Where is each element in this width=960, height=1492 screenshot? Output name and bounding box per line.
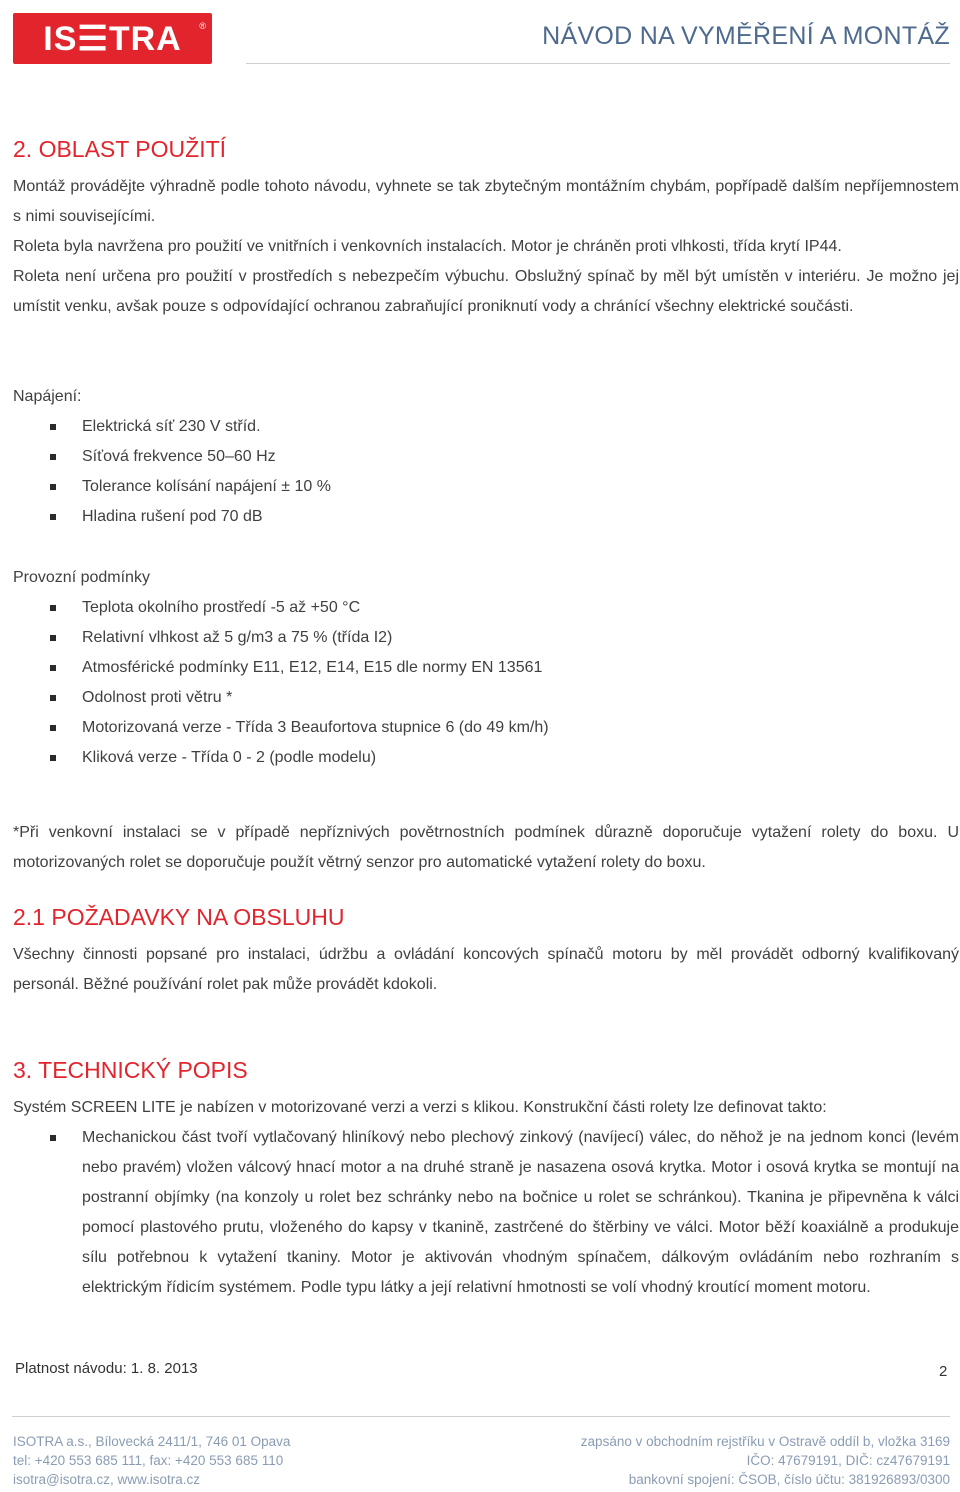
power-label: Napájení: — [13, 388, 82, 405]
list-item — [0, 502, 960, 532]
list-item-text: Tolerance kolísání napájení ± 10 % — [82, 478, 331, 495]
footer-bank: bankovní spojení: ČSOB, číslo účtu: 381926893/0300 — [628, 1472, 950, 1487]
section-2-intro: Montáž provádějte výhradně podle tohoto návodu, vyhnete se tak zbytečným montážním chybám, popřípadě dalším nepříjemnostem s nimi souvisejícími. — [13, 178, 959, 225]
page-number: 2 — [939, 1363, 948, 1380]
list-item — [0, 683, 960, 713]
list-item — [0, 593, 960, 623]
conditions-label: Provozní podmínky — [13, 569, 150, 586]
validity-date: Platnost návodu: 1. 8. 2013 — [15, 1360, 198, 1377]
list-item-text: Motorizovaná verze - Třída 3 Beaufortova stupnice 6 (do 49 km/h) — [82, 719, 549, 736]
list-item-text: Síťová frekvence 50–60 Hz — [82, 448, 276, 465]
document-title: NÁVOD NA VYMĚŘENÍ A MONTÁŽ — [542, 22, 950, 50]
isotra-logo — [13, 13, 212, 64]
list-item — [0, 472, 960, 502]
bullet-icon — [50, 514, 56, 520]
bullet-icon — [50, 605, 56, 611]
list-item-text: Atmosférické podmínky E11, E12, E14, E15 dle normy EN 13561 — [82, 659, 543, 676]
list-item-text: Relativní vlhkost až 5 g/m3 a 75 % (třída I2) — [82, 629, 393, 646]
bullet-icon — [50, 424, 56, 430]
section-2-heading: 2. OBLAST POUŽITÍ — [13, 136, 227, 162]
logo-text: IS☰TRA — [43, 19, 182, 58]
bullet-icon — [50, 695, 56, 701]
list-item-text: Kliková verze - Třída 0 - 2 (podle modelu) — [82, 749, 377, 766]
header-divider — [246, 63, 950, 64]
bullet-icon — [50, 1135, 56, 1141]
footer-ico: IČO: 47679191, DIČ: cz47679191 — [746, 1453, 950, 1468]
list-item-text: Elektrická síť 230 V stříd. — [82, 418, 261, 435]
section-2-1-heading: 2.1 POŽADAVKY NA OBSLUHU — [13, 904, 345, 930]
wind-note: *Při venkovní instalaci se v případě nepříznivých povětrnostních podmínek důrazně doporučuje vytažení rolety do boxu. U motorizovaných rolet se doporučuje použít větrný senzor pro automatické vytažení rolety do boxu. — [13, 824, 959, 871]
footer-phone: tel: +420 553 685 111, fax: +420 553 685 110 — [13, 1453, 284, 1468]
section-3-intro: Systém SCREEN LITE je nabízen v motorizované verzi a verzi s klikou. Konstrukční části rolety lze definovat takto: — [13, 1099, 827, 1116]
list-item-text: Hladina rušení pod 70 dB — [82, 508, 263, 525]
footer-address: ISOTRA a.s., Bílovecká 2411/1, 746 01 Opava — [13, 1434, 291, 1449]
bullet-icon — [50, 454, 56, 460]
list-item — [0, 442, 960, 472]
list-item — [0, 743, 960, 773]
bullet-icon — [50, 665, 56, 671]
section-3-heading: 3. TECHNICKÝ POPIS — [13, 1057, 248, 1083]
list-item — [0, 713, 960, 743]
bullet-icon — [50, 755, 56, 761]
logo-registered-mark: ® — [199, 21, 206, 31]
list-item — [0, 653, 960, 683]
section-2-line-2: Roleta byla navržena pro použití ve vnitřních i venkovních instalacích. Motor je chráněn proti vlhkosti, třída krytí IP44. — [13, 238, 842, 255]
footer-registry: zapsáno v obchodním rejstříku v Ostravě oddíl b, vložka 3169 — [580, 1434, 950, 1449]
footer-contact: isotra@isotra.cz, www.isotra.cz — [13, 1472, 200, 1487]
list-item-text: Odolnost proti větru * — [82, 689, 233, 706]
bullet-icon — [50, 484, 56, 490]
list-item-text: Teplota okolního prostředí -5 až +50 °C — [82, 599, 361, 616]
technical-description: Mechanickou část tvoří vytlačovaný hliníkový nebo plechový zinkový (navíjecí) válec, do něhož je na jednom konci (levém nebo pravém) vložen válcový hnací motor a na druhé straně je nasazena osová krytka. Motor i osová krytka se montují na postranní objímky (na konzoly u rolet bez schránky nebo na bočnice u rolet se schránkou). Tkanina je připevněna k válci pomocí plastového prutu, vloženého do kapsy v tkanině, zastrčené do štěrbiny ve válci. Motor běží koaxiálně a produkuje sílu potřebnou k vytažení tkaniny. Motor je aktivován vhodným spínačem, dálkovým ovládáním nebo rozhraním s elektrickým řídicím systémem. Podle typu látky a její relativní hmotnosti se volí vhodný kroutící moment motoru. — [82, 1129, 959, 1296]
bullet-icon — [50, 635, 56, 641]
footer-divider — [12, 1416, 950, 1417]
list-item — [0, 623, 960, 653]
section-2-1-text: Všechny činnosti popsané pro instalaci, údržbu a ovládání koncových spínačů motoru by měl provádět odborný kvalifikovaný personál. Běžné používání rolet pak může provádět kdokoli. — [13, 946, 959, 993]
section-2-line-3: Roleta není určena pro použití v prostředích s nebezpečím výbuchu. Obslužný spínač by měl být umístěn v interiéru. Je možno jej umístit venku, avšak pouze s odpovídající ochranou zabraňující proniknutí vody a chránící všechny elektrické součásti. — [13, 268, 959, 315]
bullet-icon — [50, 725, 56, 731]
list-item — [0, 412, 960, 442]
